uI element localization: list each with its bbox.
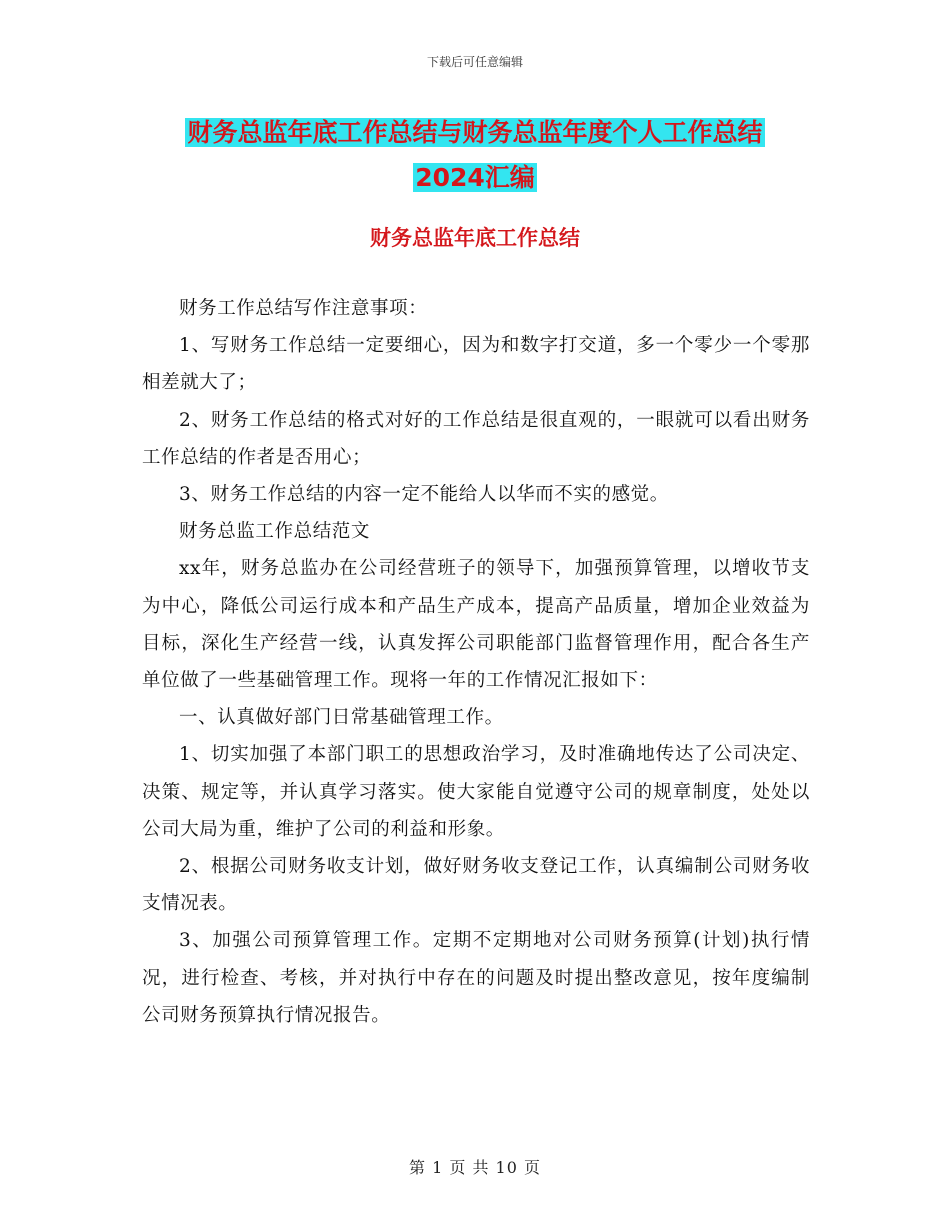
paragraph: 财务总监工作总结范文 [179,521,371,543]
paragraph: 1、写财务工作总结一定要细心，因为和数字打交道，多一个零少一个零那相差就大了； [142,335,810,394]
page-footer: 第 1 页 共 10 页 [409,1158,541,1177]
paragraph: xx年，财务总监办在公司经营班子的领导下，加强预算管理，以增收节支为中心，降低公司运行成本和产品生产成本，提高产品质量，增加企业效益为目标，深化生产经营一线，认真发挥公司职能部门监督管理作用，配合各生产单位做了一些基础管理工作。现将一年的工作情况汇报如下： [142,558,810,692]
paragraph: 3、财务工作总结的内容一定不能给人以华而不实的感觉。 [179,484,669,506]
document-title [140,110,810,200]
paragraph: 1、切实加强了本部门职工的思想政治学习，及时准确地传达了公司决定、决策、规定等，并认真学习落实。使大家能自觉遵守公司的规章制度，处处以公司大局为重，维护了公司的利益和形象。 [142,744,810,840]
header-note: 下载后可任意编辑 [426,55,523,69]
document-body [142,290,810,1034]
paragraph: 2、财务工作总结的格式对好的工作总结是很直观的，一眼就可以看出财务工作总结的作者是否用心； [142,409,810,468]
document-title-line1: 财务总监年底工作总结与财务总监年度个人工作总结 [187,118,763,147]
paragraph: 一、认真做好部门日常基础管理工作。 [179,707,504,729]
paragraph: 2、根据公司财务收支计划，做好财务收支登记工作，认真编制公司财务收支情况表。 [142,856,810,915]
section-title: 财务总监年底工作总结 [370,226,580,250]
paragraph: 财务工作总结写作注意事项： [179,298,428,319]
paragraph: 3、加强公司预算管理工作。定期不定期地对公司财务预算(计划)执行情况，进行检查、考核，并对执行中存在的问题及时提出整改意见，按年度编制公司财务预算执行情况报告。 [142,930,810,1026]
document-title-line2: 2024汇编 [415,163,535,192]
